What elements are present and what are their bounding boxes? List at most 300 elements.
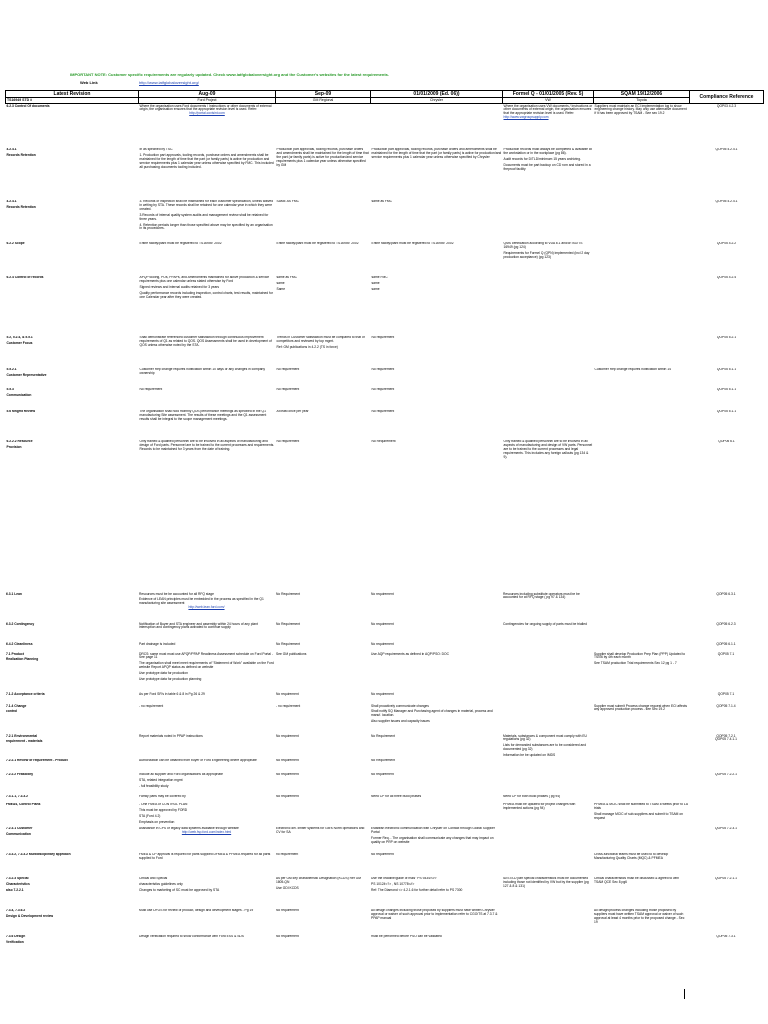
- table-row: [6, 388, 764, 410]
- cell-line: same as FMC: [371, 199, 393, 203]
- ts-clause-cell: [6, 410, 139, 440]
- cell-line: No requirement: [276, 439, 300, 443]
- chrysler-cell: [370, 773, 502, 795]
- table-row: [5, 734, 763, 759]
- chrysler-cell: [370, 622, 502, 642]
- compliance-reference-cell: QOP05 7.1: [717, 692, 735, 696]
- iatf-web-link[interactable]: http://www.iatfglobaloversight.org/: [139, 80, 199, 85]
- chrysler-cell: [370, 734, 502, 759]
- compliance-reference-cell: QOP05 7.2.1 QOP05 7.4.1.1: [715, 734, 737, 742]
- cell-line: same: [371, 286, 380, 291]
- compliance-reference-cell: [689, 759, 763, 773]
- gm-cell: [276, 200, 371, 242]
- cell-line: same as FMC: [276, 275, 298, 279]
- cell-line: Production part approvals, tooling records, purchase orders and amendments shall be maintained for the length of time that the part (or family parts) is active for production/and service requirements plus 1 calendar year unless otherwise specified by GM: [276, 147, 369, 167]
- cell-line: As per Ford SR's in table 6 & 8 in Pg 26 & 29: [139, 692, 205, 696]
- cell-line: Documents must be part backup on CD rom and stored in a fireproof facility: [503, 162, 591, 171]
- cell-line: Establish electronic communication with Chrysler on Contact through Global Supplier Portal: [371, 826, 495, 834]
- header-latest-revision: Latest Revision: [6, 91, 139, 98]
- vw-cell: [502, 704, 593, 734]
- cell-line: No requirement: [371, 409, 395, 413]
- cell-line: No requirement: [139, 387, 163, 391]
- ts-clause-cell: [5, 773, 138, 795]
- compliance-reference-cell: QOP05 7.1: [717, 652, 735, 656]
- ts-clause-cell: [5, 734, 138, 759]
- toyota-cell: [593, 642, 689, 652]
- toyota-cell: [593, 592, 689, 622]
- cell-line: Notification of Buyer and STA engineer and assembly within 24 hours of any plant interruption and contingency plans activated to continue supply: [139, 622, 258, 630]
- ford-cell: [138, 803, 275, 827]
- compliance-reference-cell: QOP05 7.2.2.1: [715, 772, 737, 777]
- cell-line: All design changes including those proposed by suppliers must have written Chrysler approval or waiver of such approval prior to implementation refer to CGO/TS at 7.3.7 & PPAP manual: [371, 908, 498, 920]
- gm-cell: [275, 642, 370, 652]
- cell-line: The organisation shall hold monthly QOS performance meetings as specified in the Q1 manufacturing Site assessment. The results of these meetings and the Q1 assessment results shall be integral to the scope management meetings.: [139, 409, 267, 421]
- cell-line: 4. Retention periods longer than those specified above may be specified by an organisation in its procedures.: [139, 222, 273, 231]
- chrysler-cell: [370, 877, 502, 909]
- cell-line: Part drainage is included: [139, 642, 176, 646]
- ford-cell: [139, 368, 276, 388]
- compliance-reference-cell: QOP05 6.1: [718, 439, 735, 443]
- toyota-cell: [594, 104, 690, 148]
- cell-line: 6.2.2 Scope: [6, 241, 25, 245]
- cell-line: 4.2.4.1: [6, 199, 17, 203]
- toyota-cell: [594, 200, 690, 242]
- cell-line: No requirement: [371, 387, 395, 391]
- cell-line: All design/process changes including those proposed by suppliers must have written TSAM approval or waiver of such approval at least 4 months prior to the proposed change - Sec 19: [594, 908, 685, 924]
- chrysler-cell: [371, 104, 503, 148]
- cell-line: Where the organisation uses VW documents / Instructions or other documents of external origin, the organisation ensures that the appropriate revision level is used. Refer:: [503, 103, 593, 116]
- cell-line: SAME AS FMC: [276, 199, 300, 203]
- compliance-reference-cell: QOP05 6.1.1: [716, 642, 736, 646]
- cell-line: Evidence of LEAN principles must be embedded in the process as specified in the Q1 manufacturing site assessment: [139, 597, 264, 606]
- cell-line: The organisation shall meet meet requirements of "Statement of Work" available on the Ford website Report APQP status as defined on website: [139, 661, 274, 670]
- ts-clause-cell: [6, 440, 139, 474]
- cell-line: Shall demonstrate referenced customer satisfaction through continuous improvement requirements of Q1 as related to QOS. QOS Assessments shall be used in development of QOS unless otherwise noted by the STA.: [139, 335, 272, 347]
- gm-cell: [275, 827, 370, 853]
- ford-cell: [138, 935, 275, 949]
- cell-line: - no requirement: [276, 704, 301, 708]
- cell-line: No requirement: [371, 852, 394, 857]
- gm-cell: [275, 803, 370, 827]
- chrysler-cell: [370, 795, 502, 803]
- toyota-cell: [594, 388, 690, 410]
- subheader-ford: Ford Project: [139, 98, 276, 104]
- chrysler-cell: [371, 336, 503, 368]
- cell-line: Same: [276, 286, 286, 291]
- ts-clause-cell: [5, 692, 138, 704]
- ts-clause-cell: [6, 388, 139, 410]
- ford-cell: [138, 773, 275, 795]
- cell-line: Include all supplier and Ford organisations as appropriate: [139, 772, 223, 777]
- cell-line: 7.3.2.3 Special: [6, 876, 29, 881]
- table-row: [6, 242, 764, 276]
- compliance-reference-cell: QOP05 7.3.1: [716, 934, 736, 939]
- cell-line: Also supplier issues and capacity issues: [371, 719, 430, 724]
- cell-line: No requirement: [371, 592, 394, 596]
- cell-line: Communication: [6, 392, 32, 397]
- cell-line: Supplier must submit Process change request when ECI affects any approved production process - see Sec 19.2: [594, 704, 688, 712]
- compliance-reference-cell: QOP05 4.2.2: [716, 241, 737, 245]
- requirements-table-page-2: [5, 592, 763, 949]
- table-row: [6, 200, 764, 242]
- toyota-cell: [593, 704, 689, 734]
- cell-line: also 7.2.2.1: [6, 887, 24, 892]
- cell-line: 6.2.2.2 Resource: [6, 439, 33, 443]
- toyota-cell: [594, 336, 690, 368]
- requirements-table-page-1: [5, 90, 764, 474]
- vw-cell: [502, 795, 593, 803]
- ford-cell: [138, 909, 275, 935]
- cell-line: As per GM key characteristic Designation (KCDS) Ref GM 1805-QN: [276, 876, 362, 884]
- cell-line: Family parts may be covered by: [139, 794, 186, 799]
- cell-line: Changes to marketing of SC must be approved by STA: [139, 887, 220, 892]
- cell-line: Information be be updated on IMDS: [503, 753, 556, 758]
- ford-cell: [138, 622, 275, 642]
- cell-line: No Requirement: [276, 642, 301, 646]
- chrysler-cell: [370, 909, 502, 935]
- ts-clause-cell: [6, 276, 139, 336]
- cell-line: No requirement: [276, 758, 299, 763]
- chrysler-cell: [370, 827, 502, 853]
- table-row: [5, 935, 763, 949]
- ts-clause-cell: [5, 877, 138, 909]
- chrysler-cell: [371, 388, 503, 410]
- cell-line: No Requirement: [371, 439, 396, 443]
- cell-line: Former Req. - The organisation shall communicate any changes that may impact on quality on PRP on website: [371, 835, 494, 844]
- compliance-reference-cell: QOP05 4.2.4.1: [715, 199, 738, 203]
- vw-cell: [502, 652, 593, 692]
- cell-line: Production part approvals, tooling records, purchase orders and amendments shall be maintained for the length of time that the part (or family parts) is active for production/and service requirements plus 1 calendar year unless otherwise specified by Chrysler: [371, 147, 502, 159]
- toyota-cell: [594, 368, 690, 388]
- cell-line: STA (Ford 4.2): [139, 813, 161, 818]
- cell-line: 6.2.3 Control Of documents: [6, 103, 50, 108]
- toyota-cell: [594, 410, 690, 440]
- cell-line: Records Retention: [6, 204, 36, 209]
- vw-cell: [502, 877, 593, 909]
- cell-line: 5.2, 5.2.4, & 5.5.1: [6, 335, 33, 339]
- header-vw-revision: Formel Q - 01/01/2005 (Rev. 5): [503, 91, 594, 98]
- revision-header-row: [6, 91, 764, 98]
- cell-line: Shall manage MCIC of sub-suppliers and submit to TSAM on request: [594, 811, 683, 820]
- gm-cell: [275, 759, 370, 773]
- gm-cell: [275, 853, 370, 877]
- table-row: [6, 440, 764, 474]
- toyota-cell: [593, 853, 689, 877]
- table-row: [5, 853, 763, 877]
- important-note: IMPORTANT NOTE: Customer specific requirements are regularly updated. Check www.iatfglobaloversight.org and the Customer's websites for the latest requirements.: [70, 72, 390, 77]
- page-2-rows: [5, 592, 763, 949]
- cell-line: No requirement: [371, 642, 394, 646]
- gm-cell: [275, 773, 370, 795]
- cell-line: 7.2.2.1 Review of requirement - Product: [6, 758, 68, 763]
- vw-cell: [502, 692, 593, 704]
- table-row: [5, 652, 763, 692]
- cell-line: Contingencies for ongoing supply of parts must be trialled: [503, 622, 587, 626]
- ts-clause-cell: [6, 368, 139, 388]
- chrysler-cell: [371, 242, 503, 276]
- cell-line: No requirement: [371, 335, 395, 339]
- cell-line: Realization Planning: [6, 657, 39, 662]
- cell-line: Signed reviews and internal audits retained for 3 years: [139, 284, 220, 289]
- cell-line: Resources must be be accounted for all RFQ stage: [139, 592, 214, 596]
- cell-line: 4.2.4.1: [6, 147, 17, 151]
- toyota-cell: [594, 242, 690, 276]
- vw-cell: [503, 200, 594, 242]
- chrysler-cell: [371, 276, 503, 336]
- header-gm-revision: Sep-09: [276, 91, 371, 98]
- cell-line: 6.4.2 Cleanliness: [6, 642, 33, 646]
- chrysler-cell: [370, 692, 502, 704]
- cell-line: Cross-functional teams must be used to to develop Manufacturing Quality Charts (MQC) & PFMEA: [594, 852, 669, 860]
- chrysler-cell: [370, 642, 502, 652]
- cell-line: Ref: GM publications in 4.2.2 (TS in force): [276, 344, 338, 349]
- ford-cell: [138, 642, 275, 652]
- cell-line: Need CP for both build phases ( pg 94): [503, 794, 561, 799]
- cell-line: Communication: [6, 831, 31, 836]
- vw-cell: [502, 853, 593, 877]
- compliance-reference-cell: QOP05 4.2.4.1: [715, 147, 738, 151]
- compliance-reference-cell: QOP05 6.2.3: [716, 622, 736, 626]
- vw-cell: [502, 642, 593, 652]
- toyota-cell: [594, 148, 690, 200]
- vw-cell: [502, 935, 593, 949]
- gm-cell: [276, 242, 371, 276]
- cell-line: Emphasis on prevention: [139, 819, 175, 824]
- gm-cell: [276, 410, 371, 440]
- cell-line: No requirement: [276, 908, 299, 913]
- compliance-reference-cell: QOP05 4.2.4: [716, 275, 737, 279]
- toyota-cell: [593, 652, 689, 692]
- cell-line: 1. Production part approvals, tooling records, purchase orders and amendments shall be maintained for the length of time that the part (or family parts) is active for production and service requirements plus 1 calendar year unless otherwise specified by FMC. This included all purchasing documents tooling included.: [139, 152, 274, 169]
- chrysler-cell: [370, 652, 502, 692]
- cell-line: Records Retention: [6, 152, 36, 157]
- cell-line: No Requirement: [371, 758, 396, 763]
- vw-cell: [502, 773, 593, 795]
- ford-web-link[interactable]: http://portal.covisint.com: [189, 111, 225, 116]
- table-row: [5, 692, 763, 704]
- compliance-reference-cell: QOP05 5.2.1: [716, 335, 737, 339]
- cell-line: 7.1.2 Acceptance criteria: [6, 692, 45, 696]
- vw-cell: [502, 734, 593, 759]
- cell-line: Must use DFOS for review of product, design and development stages - Pg 19: [139, 908, 254, 913]
- toyota-cell: [593, 734, 689, 759]
- ts-clause-cell: [5, 622, 138, 642]
- cell-line: 7.3.3.2, 7.3.3.2 Multidisciplinary approach: [6, 852, 71, 857]
- cell-line: characteristics guidelines only: [139, 881, 183, 886]
- toyota-cell: [593, 773, 689, 795]
- ts-clause-cell: [5, 827, 138, 853]
- ts-clause-cell: [5, 759, 138, 773]
- compliance-reference-cell: [689, 909, 763, 935]
- cell-line: Characteristics: [6, 881, 30, 886]
- table-row: [5, 795, 763, 803]
- vw-cell: [502, 592, 593, 622]
- chrysler-cell: [371, 200, 503, 242]
- gm-cell: [275, 877, 370, 909]
- chrysler-cell: [371, 440, 503, 474]
- chrysler-cell: [370, 759, 502, 773]
- gm-cell: [276, 368, 371, 388]
- compliance-reference-cell: [689, 853, 763, 877]
- compliance-reference-cell: QOP05 7.1.4: [716, 704, 736, 708]
- subheader-toyota: Toyota: [594, 98, 690, 104]
- gm-cell: [276, 276, 371, 336]
- table-row: [6, 336, 764, 368]
- vw-cell: [502, 622, 593, 642]
- cell-line: 7.2.1 Environmental: [6, 734, 38, 738]
- gm-cell: [276, 148, 371, 200]
- cell-line: No Requirement: [371, 734, 396, 738]
- cell-line: Ref: The Diamond <> 4.2.1.6 for further detail refer to PS 7300: [371, 887, 463, 892]
- ts-clause-cell: [5, 704, 138, 734]
- table-row: [5, 803, 763, 827]
- vw-web-link[interactable]: http://www.vwgroupsupply.com: [503, 115, 549, 120]
- cell-line: control: [6, 709, 18, 714]
- ford-web-link[interactable]: http://web.fsp.ford.com/index.html: [181, 829, 232, 834]
- toyota-cell: [593, 692, 689, 704]
- ford-cell: [139, 276, 276, 336]
- cell-line: PS 10124<?> , NS 10778<//>: [371, 881, 415, 886]
- cell-line: Quality performance records including inspection, control charts, test results, maintained for one Calendar year after they were created.: [139, 290, 273, 299]
- ford-cell: [138, 759, 275, 773]
- cell-line: 7.2.2.2 Feasibility: [6, 772, 34, 777]
- cell-line: No Requirement: [276, 622, 301, 626]
- cell-line: No requirement: [276, 692, 299, 696]
- subheader-ts16949: TS16949 STD #: [6, 98, 139, 104]
- header-chrysler-revision: 01/01/2009 (Ed. 06)): [371, 91, 503, 98]
- cell-line: - full feasibility study: [139, 783, 169, 788]
- cell-line: must be performed before PSO can be validated: [371, 934, 442, 939]
- cell-line: Electronic del. limiter systems for GM's North operations and CV for SA: [276, 826, 365, 834]
- vw-cell: [503, 440, 594, 474]
- chrysler-cell: [371, 148, 503, 200]
- cell-line: 3.Records of internal quality system audits and management review shall be retained for three years.: [139, 212, 269, 221]
- toyota-cell: [593, 827, 689, 853]
- cell-line: Audit records for D/TLD/minimum 15 years archiving.: [503, 156, 582, 161]
- cell-line: Assistance in CPS or legacy data systems available through website: [139, 826, 239, 831]
- cell-line: Lists for demanded substances are to be considered and documented (pg 32): [503, 743, 587, 752]
- cell-line: 3. Records of inspection shall be maintained for each customer specification, unless waived in writing by STA. These records shall be retained for one calendar year in which they were created.: [139, 199, 274, 211]
- cell-line: Only trained & qualified personnel are to be involved in all aspects of manufacturing and design of VW parts. Personnel are to be trained to the current processes and legal requirements. This includes any foreign callouts (pg 134 & 9).: [503, 439, 593, 459]
- toyota-cell: [593, 909, 689, 935]
- cell-line: QMS certification according to VDA 6.1 and/or ISO/TS 16949 (pg 124): [503, 241, 583, 249]
- ford-cell: [138, 704, 275, 734]
- table-row: [6, 368, 764, 388]
- cell-line: 7.3.4, 7.3.6.2: [6, 908, 26, 913]
- gm-cell: [275, 622, 370, 642]
- web-link-label: Web Link: [80, 80, 98, 85]
- cell-line: 5.5.2.1: [6, 367, 17, 371]
- gm-cell: [276, 388, 371, 410]
- cell-line: Use the Ieadline/guide of risks" PS 9334/<//>: [371, 876, 437, 881]
- cell-line: no requirement: [276, 852, 299, 857]
- gm-cell: [275, 795, 370, 803]
- compliance-reference-cell: QOP05 5.1.1: [716, 409, 737, 413]
- cell-line: Supplier shall develop Production Prep Plan (PPP) Updated to TS/06 by 4th each month: [594, 652, 686, 660]
- vw-cell: [503, 336, 594, 368]
- cell-line: Entire facility/plant must be registered to TS16949: 2002: [371, 241, 454, 245]
- chrysler-cell: [370, 935, 502, 949]
- cell-line: Only trained & qualified personnel are to be involved in all aspects of manufacturing and design of Ford parts. Personnel are to be trained to the current processes and requirements. Records to be maintained for 3 years from the date of training.: [139, 439, 275, 451]
- cell-line: - One FMEA or CONTROL PLAN: [139, 802, 188, 807]
- toyota-cell: [593, 759, 689, 773]
- ford-cell: [138, 652, 275, 692]
- cell-line: Requirements for Formel Q (QPN) implemented (incl 2 day production acceptance) (pg 123): [503, 250, 590, 259]
- cell-line: Production records must always be completed & available at the workstation or in the workplace (pg 86).: [503, 147, 592, 155]
- table-row: [5, 642, 763, 652]
- cell-line: At least once per year: [276, 409, 309, 413]
- ford-cell: [138, 692, 275, 704]
- cell-line: No requirement: [276, 387, 300, 391]
- gm-cell: [276, 440, 371, 474]
- ford-cell: [138, 592, 275, 622]
- header-compliance-reference: Compliance Reference: [690, 91, 764, 104]
- cell-line: Customer Representative: [6, 372, 47, 377]
- cell-line: Design verification required to show conformance with Ford ESS & SDS: [139, 934, 244, 939]
- vw-cell: [502, 827, 593, 853]
- cell-line: Verification: [6, 939, 24, 944]
- gm-cell: [275, 692, 370, 704]
- ts-clause-cell: [6, 242, 139, 276]
- table-row: [5, 827, 763, 853]
- cell-line: No requirement: [371, 622, 394, 626]
- cell-line: Provision: [6, 444, 22, 449]
- gm-cell: [275, 935, 370, 949]
- ts-clause-cell: [6, 148, 139, 200]
- cell-line: See TSAM production Trial requirements Sec 12 pg 1 - 7: [594, 661, 677, 666]
- toyota-cell: [594, 440, 690, 474]
- ford-cell: [139, 336, 276, 368]
- vw-cell: [503, 388, 594, 410]
- vw-cell: [503, 368, 594, 388]
- cell-line: same FMC: [371, 275, 388, 279]
- cell-line: - no requirement: [139, 704, 164, 708]
- chrysler-cell: [370, 853, 502, 877]
- cell-line: 7.2.3.1 Customer: [6, 826, 33, 831]
- cell-line: PFMEA & MCIC shall be submitted to TSAM 8 weeks prior to 1A trials: [594, 802, 688, 810]
- toyota-cell: [593, 877, 689, 909]
- cell-line: Where the organisation uses Ford documents / Instructions or other documents of external origin, the organisation ensures that the appropriate revision level is used. Refer:: [139, 103, 272, 112]
- gm-cell: [275, 652, 370, 692]
- ford-cell: [138, 734, 275, 759]
- vertical-marker: [684, 989, 685, 999]
- ts-clause-cell: [5, 853, 138, 877]
- cell-line: ID/ST/LD part special characteristics must be documented including those not identified by VW but by the supplier (pg 127 & 8 & 131): [503, 876, 589, 888]
- cell-line: 7.1.4 Change: [6, 704, 27, 708]
- subheader-chrysler: Chrysler: [371, 98, 503, 104]
- gm-cell: [275, 909, 370, 935]
- ts-clause-cell: [6, 200, 139, 242]
- cell-line: 7.3.1.1, 7.3.3.2: [6, 794, 28, 799]
- header-toyota-revision: SQAM 19/12/2006: [594, 91, 690, 98]
- table-row: [6, 148, 764, 200]
- gm-cell: [275, 734, 370, 759]
- toyota-cell: [594, 276, 690, 336]
- table-row: [5, 704, 763, 734]
- vw-cell: [503, 148, 594, 200]
- vw-cell: [503, 104, 594, 148]
- ford-cell: [138, 853, 275, 877]
- cell-line: No requirement: [371, 692, 394, 696]
- ford-cell: [139, 148, 276, 200]
- cell-line: APQP tooling, POs, PPAPs, and Amendments maintained for active production & service requirements plus one calendar unless stated otherwise by Ford: [139, 275, 270, 283]
- ford-web-link[interactable]: http://web.lean.ford.com/: [188, 605, 225, 610]
- cell-line: Suppliers must maintain an ECI implementation log to show engineering change history. May only use alternative document if it has been approved by TSAM - See sec 19.2: [594, 103, 687, 116]
- header-ford-revision: Aug-09: [139, 91, 276, 98]
- compliance-reference-cell: [689, 803, 763, 827]
- ford-cell: [138, 795, 275, 803]
- table-row: [5, 759, 763, 773]
